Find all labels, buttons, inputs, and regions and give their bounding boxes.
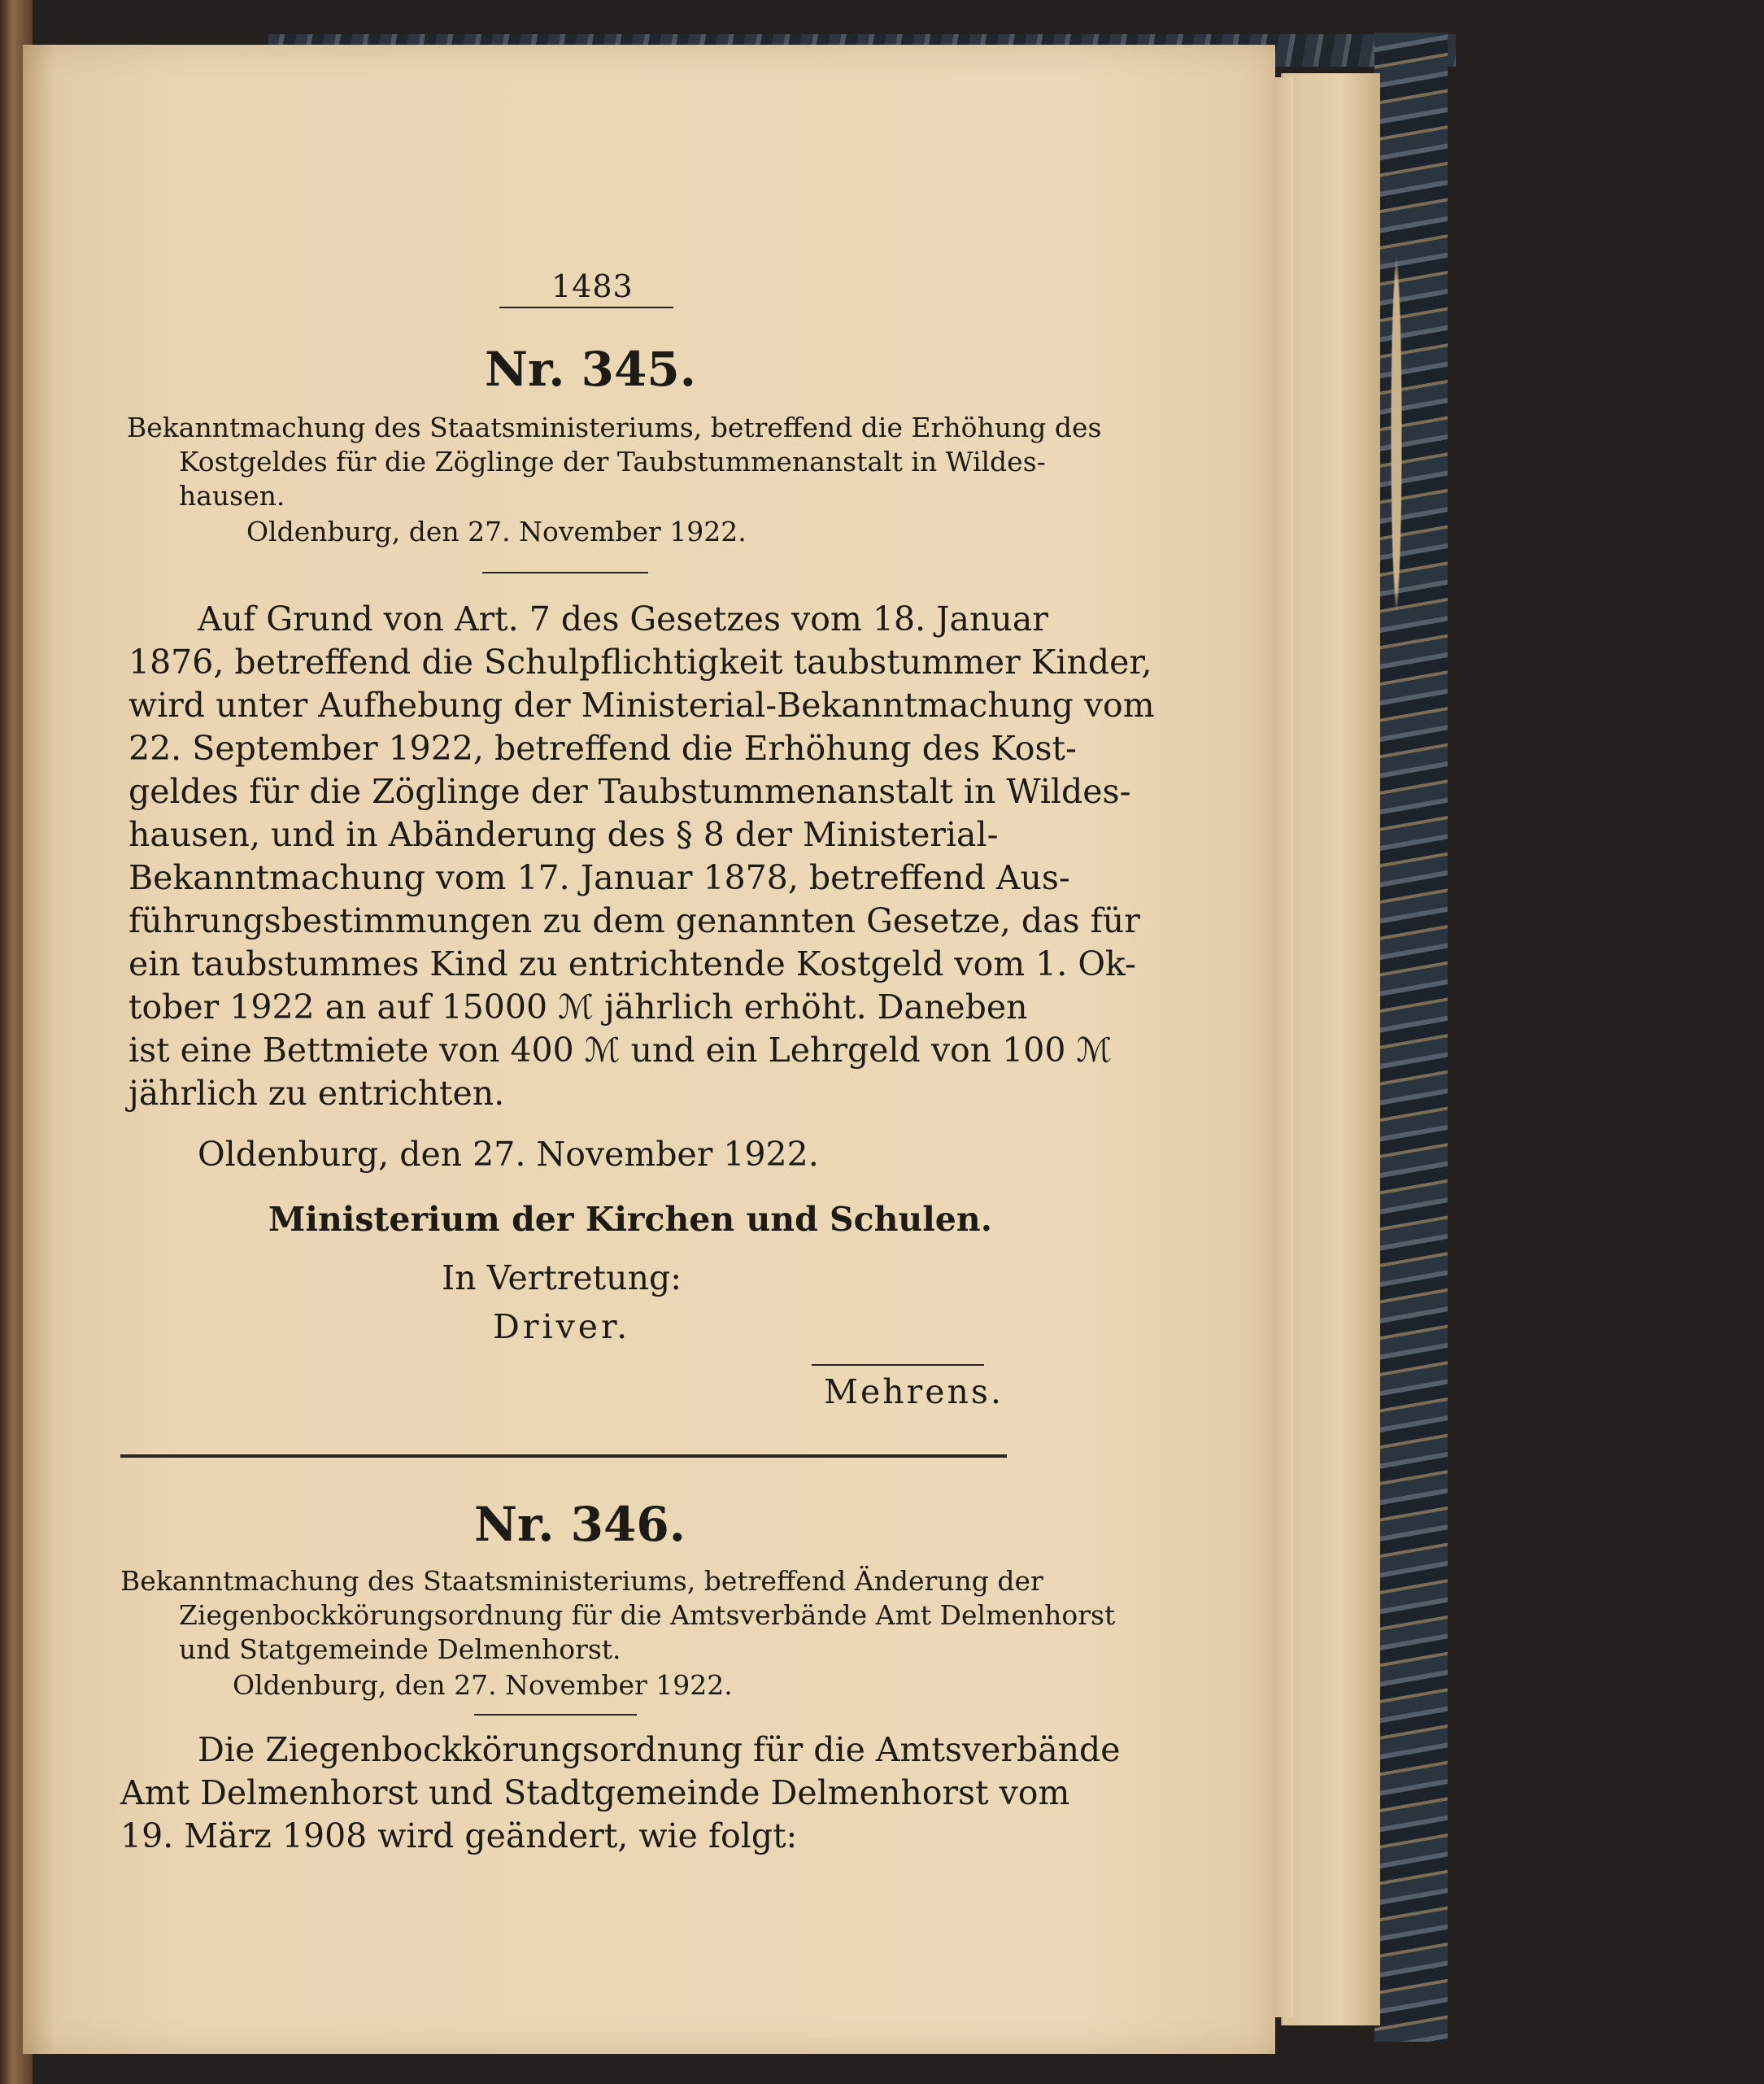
deputy-label: In Vertretung:	[442, 1258, 682, 1297]
ministry-name: Ministerium der Kirchen und Schulen.	[268, 1200, 992, 1239]
document-page	[23, 45, 1275, 2054]
body-line: ein taubstummes Kind zu entrichtende Kostgeld vom 1. Ok-	[128, 944, 1136, 983]
summary-line: Ziegenbockkörungsordnung für die Amtsverbände Amt Delmenhorst	[179, 1599, 1116, 1631]
body-line: 19. März 1908 wird geändert, wie folgt:	[120, 1816, 798, 1855]
summary-line: hausen.	[179, 480, 285, 512]
section-separator	[120, 1454, 1007, 1458]
date-line: Oldenburg, den 27. November 1922.	[246, 516, 747, 547]
signer-name: Driver.	[493, 1307, 631, 1346]
body-line: ist eine Bettmiete von 400 ℳ und ein Lehrgeld von 100 ℳ	[128, 1031, 1113, 1070]
body-line: Amt Delmenhorst und Stadtgemeinde Delmenhorst vom	[120, 1773, 1070, 1812]
body-line: tober 1922 an auf 15000 ℳ jährlich erhöht. Daneben	[128, 988, 1028, 1027]
section-number: Nr. 345.	[485, 342, 696, 397]
body-line: geldes für die Zöglinge der Taubstummenanstalt in Wildes-	[128, 772, 1131, 811]
body-line: wird unter Aufhebung der Ministerial-Bekanntmachung vom	[128, 686, 1155, 725]
page-number-underline	[499, 307, 673, 308]
body-line: 22. September 1922, betreffend die Erhöhung des Kost-	[128, 729, 1077, 768]
body-line: Auf Grund von Art. 7 des Gesetzes vom 18. Januar	[198, 599, 1048, 639]
summary-line: Bekanntmachung des Staatsministeriums, betreffend die Erhöhung des	[127, 412, 1102, 443]
body-line: führungsbestimmungen zu dem genannten Gesetze, das für	[128, 901, 1140, 940]
section-number: Nr. 346.	[474, 1497, 686, 1552]
page-stack-edge	[1281, 73, 1380, 2025]
body-line: hausen, und in Abänderung des § 8 der Ministerial-	[128, 815, 999, 854]
book-cover-marbled-right	[1374, 33, 1448, 2042]
page-number: 1483	[551, 268, 634, 304]
cosigner-name: Mehrens.	[824, 1372, 1004, 1411]
date-line: Oldenburg, den 27. November 1922.	[233, 1669, 733, 1701]
section-divider	[482, 572, 648, 573]
closing-date: Oldenburg, den 27. November 1922.	[198, 1135, 819, 1174]
body-line: Die Ziegenbockkörungsordnung für die Amtsverbände	[198, 1730, 1121, 1769]
summary-line: Kostgeldes für die Zöglinge der Taubstummenanstalt in Wildes-	[179, 446, 1046, 477]
body-line: 1876, betreffend die Schulpflichtigkeit taubstummer Kinder,	[128, 643, 1152, 682]
cosigner-rule	[812, 1364, 984, 1366]
summary-line: Bekanntmachung des Staatsministeriums, betreffend Änderung der	[120, 1565, 1043, 1597]
body-line: jährlich zu entrichten.	[128, 1074, 505, 1113]
summary-line: und Statgemeinde Delmenhorst.	[179, 1633, 621, 1665]
section-divider	[474, 1714, 637, 1716]
body-line: Bekanntmachung vom 17. Januar 1878, betreffend Aus-	[128, 858, 1070, 897]
